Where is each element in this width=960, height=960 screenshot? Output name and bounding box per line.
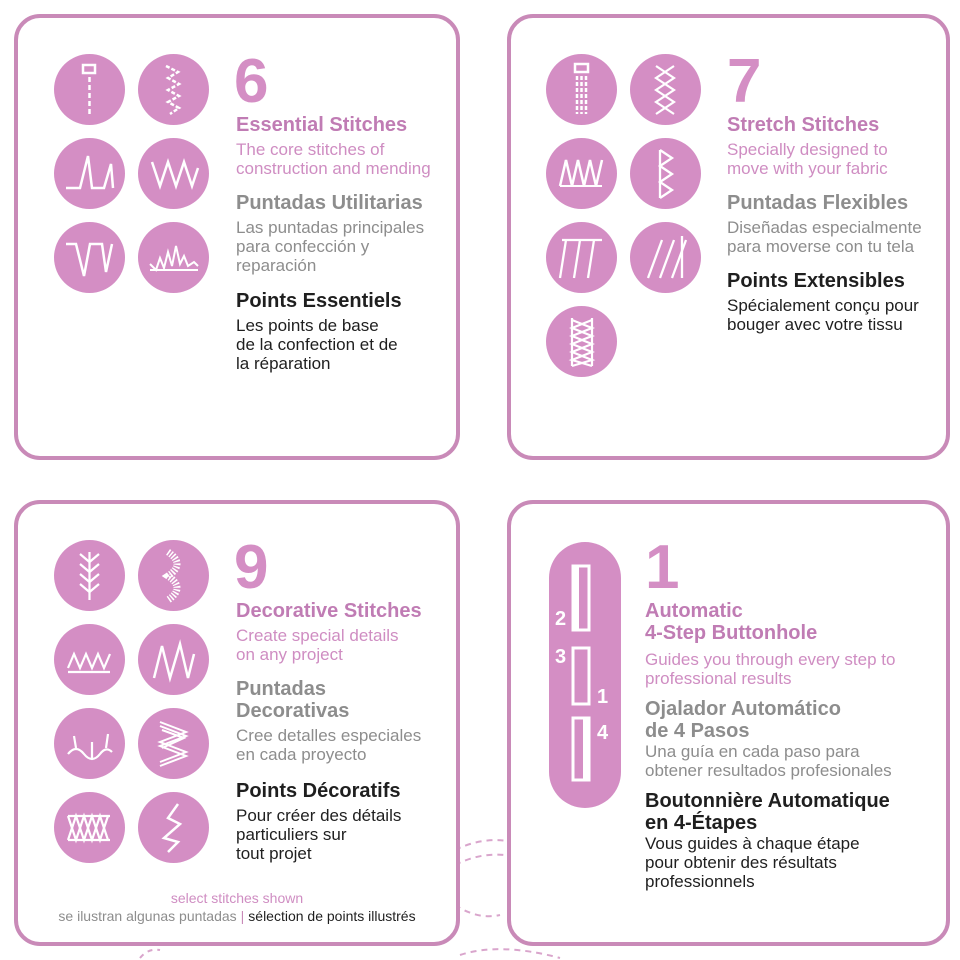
- triple-zigzag-icon: [138, 54, 209, 125]
- description-french: Vous guides à chaque étape pour obtenir des résultats professionnels: [645, 834, 860, 891]
- triple-straight-stitch-icon: [546, 54, 617, 125]
- zigzag-icon: [138, 138, 209, 209]
- stitch-count: 7: [727, 47, 762, 116]
- title-spanish: Puntadas Decorativas: [236, 678, 350, 722]
- title-english: Automatic 4-Step Buttonhole: [645, 600, 818, 644]
- feather-stitch-icon: [54, 540, 125, 611]
- stitch-count: 9: [234, 533, 269, 602]
- title-french: Points Extensibles: [727, 270, 905, 292]
- buttonhole-panel: [507, 500, 950, 946]
- step-label-1: 1: [597, 686, 609, 708]
- buttonhole-steps-icon: [549, 542, 621, 808]
- stitch-count: 6: [234, 47, 269, 116]
- title-spanish: Puntadas Utilitarias: [236, 192, 423, 214]
- description-french: Les points de base de la confection et de la réparation: [236, 316, 398, 373]
- scallop-stitch-icon: [138, 540, 209, 611]
- description-spanish: Diseñadas especialmente para moverse con tu tela: [727, 218, 922, 256]
- title-english: Essential Stitches: [236, 114, 408, 136]
- triangle-stretch-icon: [630, 138, 701, 209]
- blind-hem-icon: [54, 138, 125, 209]
- reverse-blind-hem-icon: [54, 222, 125, 293]
- footnote-english: select stitches shown: [170, 890, 304, 906]
- cross-stitch-icon: [54, 792, 125, 863]
- vine-stitch-icon: [54, 708, 125, 779]
- description-english: Create special details on any project: [236, 626, 399, 664]
- footnote-french: sélection de points illustrés: [248, 908, 416, 924]
- description-spanish: Las puntadas principales para confección y reparación: [236, 218, 425, 275]
- description-english: Guides you through every step to professional results: [645, 650, 896, 688]
- overcast-icon: [138, 222, 209, 293]
- stretch-stitches-panel: [507, 14, 950, 460]
- description-spanish: Cree detalles especiales en cada proyecto: [236, 726, 422, 764]
- straight-stitch-icon: [54, 54, 125, 125]
- description-english: The core stitches of construction and mending: [236, 140, 431, 178]
- step-label-3: 3: [555, 646, 567, 668]
- feature-count: 1: [645, 533, 680, 602]
- rampart-stitch-icon: [54, 624, 125, 695]
- honeycomb-stitch-icon: [630, 54, 701, 125]
- box-overlock-icon: [546, 306, 617, 377]
- lightning-stitch-icon: [138, 792, 209, 863]
- footnote-spanish: se ilustran algunas puntadas: [58, 908, 237, 924]
- stretch-blind-hem-icon: [546, 138, 617, 209]
- essential-stitches-panel: [14, 14, 460, 460]
- title-french: Points Décoratifs: [236, 780, 401, 802]
- title-french: Points Essentiels: [236, 290, 402, 312]
- decorative-stitches-panel: [14, 500, 460, 946]
- footnote-separator: |: [240, 908, 245, 924]
- title-spanish: Ojalador Automático de 4 Pasos: [645, 698, 841, 742]
- description-english: Specially designed to move with your fabric: [727, 140, 888, 178]
- description-french: Spécialement conçu pour bouger avec votre tissu: [727, 296, 919, 334]
- title-english: Stretch Stitches: [727, 114, 880, 136]
- title-french: Boutonnière Automatique en 4-Étapes: [645, 790, 890, 834]
- slant-stretch-icon: [630, 222, 701, 293]
- description-french: Pour créer des détails particuliers sur tout projet: [236, 806, 402, 863]
- slant-overlock-icon: [546, 222, 617, 293]
- step-label-2: 2: [555, 608, 567, 630]
- wave-stitch-icon: [138, 624, 209, 695]
- satin-zigzag-icon: [138, 708, 209, 779]
- footnote-multilingual: [18, 908, 456, 924]
- description-spanish: Una guía en cada paso para obtener resultados profesionales: [645, 742, 892, 780]
- title-english: Decorative Stitches: [236, 600, 422, 622]
- step-label-4: 4: [597, 722, 609, 744]
- title-spanish: Puntadas Flexibles: [727, 192, 909, 214]
